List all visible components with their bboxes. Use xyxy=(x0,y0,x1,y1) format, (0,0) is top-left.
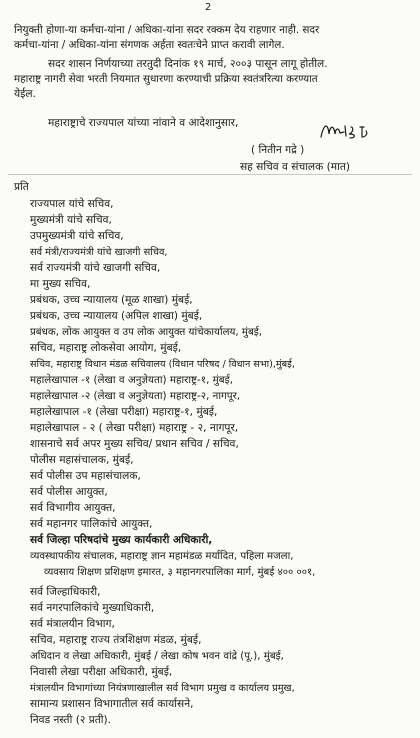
intro-line: नियुक्ती होणा-या कर्मचा-यांना / अधिका-यांना सदर रक्कम देय राहणार नाही. सदर xyxy=(14,24,320,36)
recipient-item: मंत्रालयीन विभागांच्या नियंत्रणाखालील सर्व विभाग प्रमुख व कार्यालय प्रमुख, xyxy=(30,683,295,694)
recipient-item: प्रबंधक, उच्च न्यायालय (मूळ शाखा) मुंबई, xyxy=(30,294,193,306)
recipient-item: सचिव, महाराष्ट्र विधान मंडळ सचिवालय (विधान परिषद / विधान सभा),मुंबई, xyxy=(30,359,295,370)
recipient-item: निवड नस्ती (२ प्रती). xyxy=(30,714,112,726)
recipient-item: सर्व महानगर पालिकांचे आयुक्त, xyxy=(30,518,153,530)
recipient-item: सर्व पोलीस उप महासंचालक, xyxy=(30,470,141,482)
intro-line: सदर शासन निर्णयाच्या तरतुदी दिनांक १९ मार्च, २००३ पासून लागू होतील. xyxy=(48,58,328,70)
recipient-item: सचिव, महाराष्ट्र लोकसेवा आयोग, मुंबई, xyxy=(30,342,182,354)
intro-line: येईल. xyxy=(14,88,36,100)
signatory-designation: सह सचिव व संचालक (मात) xyxy=(240,161,351,173)
recipient-item: सामान्य प्रशासन विभागातील सर्व कार्यासने, xyxy=(30,698,194,710)
intro-line: कर्मचा-यांना / अधिका-यांना संगणक अर्हता स्वतःचेने प्राप्त करावी लागेल. xyxy=(14,39,285,51)
signatory-name: ( नितीन गद्रे ) xyxy=(251,144,305,156)
recipient-item: सर्व जिल्हा परिषदांचे मुख्य कार्यकारी अधिकारी, xyxy=(30,534,213,546)
recipient-item: शासनाचे सर्व अपर मुख्य सचिव/ प्रधान सचिव / सचिव, xyxy=(30,438,239,450)
recipient-item: महालेखापाल -१ (लेखा परीक्षा) महाराष्ट्र-१, मुंबई, xyxy=(30,406,218,418)
recipient-item: महालेखापाल - २ ( लेखा परीक्षा) महाराष्ट्र - २, नागपूर, xyxy=(30,422,239,434)
recipient-item: उपमुख्यमंत्री यांचे सचिव, xyxy=(30,230,124,242)
recipient-item: मुख्यमंत्री यांचे सचिव, xyxy=(30,214,112,226)
divider xyxy=(8,174,412,175)
recipient-item: निवासी लेखा परीक्षा अधिकारी, मुंबई, xyxy=(30,666,173,678)
recipient-item: राज्यपाल यांचे सचिव, xyxy=(30,198,114,210)
page-number: 2 xyxy=(205,2,212,13)
recipient-item: व्यवसाय शिक्षण प्रशिक्षण इमारत, ३ महानगरपालिका मार्ग, मुंबई ४०० ००१, xyxy=(44,567,316,578)
recipient-item: सर्व मंत्री/राज्यमंत्री यांचे खाजगी सचिव, xyxy=(30,247,168,258)
recipient-item: सर्व पोलीस आयुक्त, xyxy=(30,486,108,498)
recipient-item: प्रबंधक, उच्च न्यायालय (अपिल शाखा) मुंबई, xyxy=(30,310,203,322)
recipient-item: मा मुख्य सचिव, xyxy=(30,278,91,290)
recipient-item: सर्व विभागीय आयुक्त, xyxy=(30,502,116,514)
signature-mark xyxy=(318,119,374,143)
recipient-item: महालेखापाल -२ (लेखा व अनुज्ञेयता) महाराष्ट्र-२, नागपूर, xyxy=(30,390,241,402)
intro-line: महाराष्ट्र नागरी सेवा भरती नियमात सुधारणा करण्याची प्रक्रिया स्वतंत्ररित्या करण्यात xyxy=(14,73,318,85)
copy-heading: प्रति xyxy=(14,181,29,193)
recipient-item: अधिदान व लेखा अधिकारी, मुंबई / लेखा कोष भवन वांद्रे (पू.), मुंबई, xyxy=(30,651,284,662)
recipient-item: व्यवस्थापकीय संचालक, महाराष्ट्र ज्ञान महामंडळ मर्यादित, पहिला मजला, xyxy=(30,551,294,562)
recipient-item: सचिव, महाराष्ट्र राज्य तंत्रशिक्षण मंडळ, मुंबई, xyxy=(30,634,202,646)
recipient-item: सर्व राज्यमंत्री यांचे खाजगी सचिव, xyxy=(30,262,161,274)
recipient-item: प्रबंधक, लोक आयुक्त व उप लोक आयुक्त यांचेकार्यालय, मुंबई, xyxy=(30,327,263,338)
recipient-item: सर्व मंत्रालयीन विभाग, xyxy=(30,618,115,630)
recipient-item: सर्व नगरपालिकांचे मुख्याधिकारी, xyxy=(30,602,155,614)
recipient-item: पोलीस महासंचालक, मुंबई, xyxy=(30,454,134,466)
recipient-item: महालेखापाल -१ (लेखा व अनुज्ञेयता) महाराष्ट्र-१, मुंबई, xyxy=(30,374,233,386)
order-line: महाराष्ट्राचे राज्यपाल यांच्या नांवाने व आदेशानुसार, xyxy=(48,117,239,129)
recipient-item: सर्व जिल्हाधिकारी, xyxy=(30,586,101,598)
